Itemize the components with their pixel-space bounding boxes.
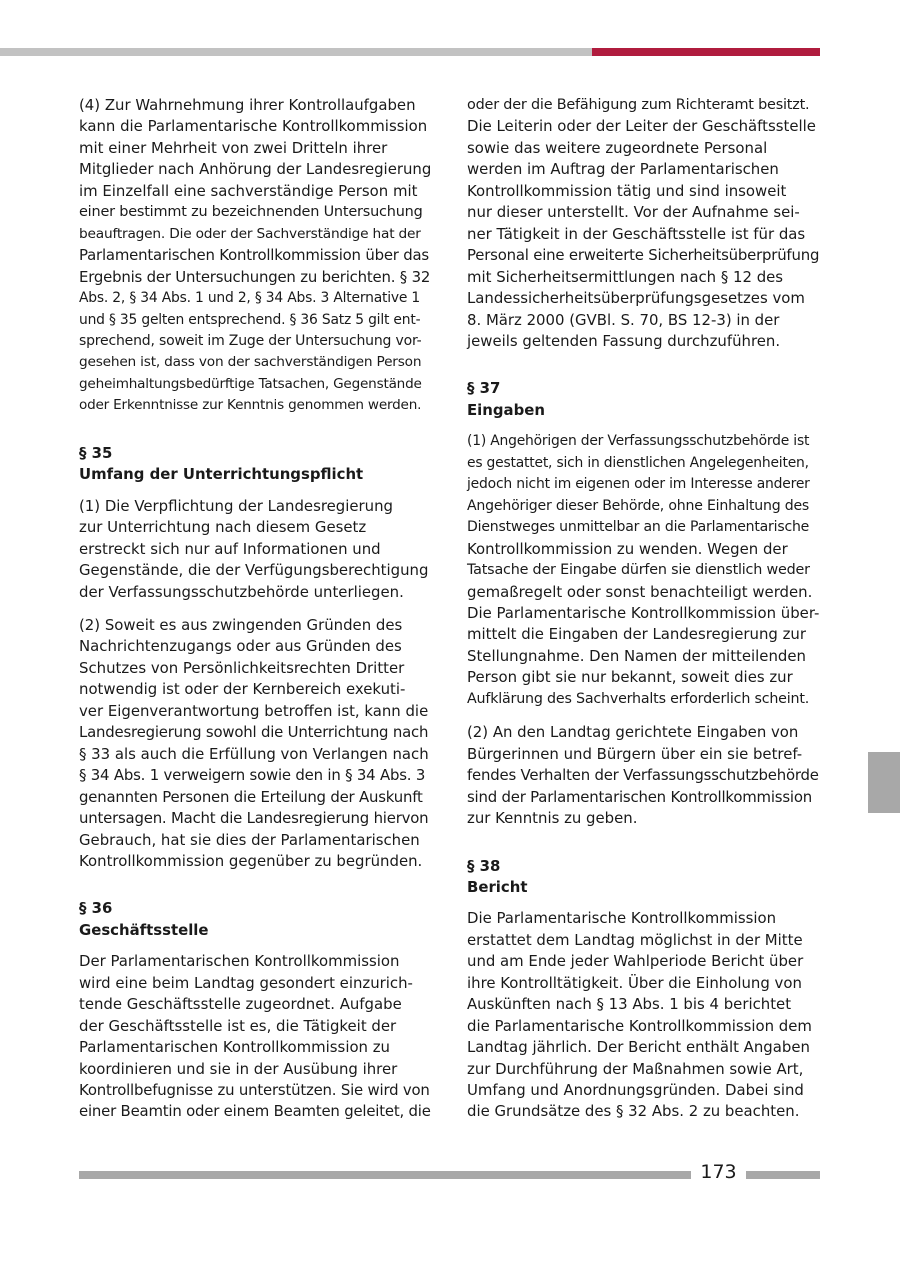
text-line: kann die Parlamentarische Kontrollkommission — [79, 117, 428, 136]
page-number: 173 — [700, 1161, 737, 1183]
section-title: Bericht — [467, 877, 528, 896]
paragraph-36-continued — [467, 95, 819, 352]
text-line: wird eine beim Landtag gesondert einzurich- — [79, 973, 413, 992]
text-line: Mitglieder nach Anhörung der Landesregierung — [79, 160, 432, 179]
section-heading-38 — [467, 856, 819, 899]
paragraph-36 — [79, 951, 431, 1123]
left-column — [79, 95, 431, 1135]
text-line: Abs. 2, § 34 Abs. 1 und 2, § 34 Abs. 3 Alternative 1 — [79, 290, 421, 307]
text-line: und am Ende jeder Wahlperiode Bericht über — [467, 952, 804, 971]
text-line: Aufklärung des Sachverhalts erforderlich scheint. — [467, 690, 810, 707]
text-line: Kontrollkommission tätig und sind insoweit — [467, 181, 787, 200]
text-line: Tatsache der Eingabe dürfen sie dienstlich weder — [467, 562, 810, 579]
text-line: Umfang und Anordnungsgründen. Dabei sind — [467, 1081, 804, 1100]
text-line: im Einzelfall eine sachverständige Person mit — [79, 181, 418, 200]
text-line: ihre Kontrolltätigkeit. Über die Einholung von — [467, 973, 802, 992]
section-heading-35 — [79, 443, 431, 486]
footer-bar-right — [746, 1171, 820, 1179]
text-line: Kontrollbefugnisse zu unterstützen. Sie wird von — [79, 1081, 430, 1100]
text-line: ver Eigenverantwortung betroffen ist, kann die — [79, 701, 429, 720]
paragraph-37-1 — [467, 431, 819, 710]
text-line: Ergebnis der Untersuchungen zu berichten. § 32 — [79, 267, 431, 286]
text-line: die Grundsätze des § 32 Abs. 2 zu beachten. — [467, 1102, 800, 1121]
text-line: ner Tätigkeit in der Geschäftsstelle ist für das — [467, 224, 806, 243]
text-line: zur Durchführung der Maßnahmen sowie Art, — [467, 1059, 804, 1078]
text-line: mittelt die Eingaben der Landesregierung zur — [467, 625, 806, 644]
text-line: einer Beamtin oder einem Beamten geleitet, die — [79, 1102, 431, 1121]
text-line: Dienstweges unmittelbar an die Parlamentarische — [467, 519, 810, 536]
text-line: zur Kenntnis zu geben. — [467, 809, 638, 828]
text-line: Parlamentarischen Kontrollkommission über das — [79, 246, 429, 265]
text-line: 8. März 2000 (GVBl. S. 70, BS 12-3) in der — [467, 310, 780, 329]
text-line: Der Parlamentarischen Kontrollkommission — [79, 952, 400, 971]
paragraph-38 — [467, 908, 819, 1123]
text-line: § 33 als auch die Erfüllung von Verlangen nach — [79, 744, 429, 763]
text-line: tende Geschäftsstelle zugeordnet. Aufgabe — [79, 995, 402, 1014]
text-line: sowie das weitere zugeordnete Personal — [467, 138, 768, 157]
text-line: Personal eine erweiterte Sicherheitsüberprüfung — [467, 246, 820, 265]
text-line: Die Leiterin oder der Leiter der Geschäftsstelle — [467, 117, 816, 136]
text-line: Person gibt sie nur bekannt, soweit dies zur — [467, 668, 793, 687]
section-title: Geschäftsstelle — [79, 920, 209, 939]
text-line: nur dieser unterstellt. Vor der Aufnahme sei- — [467, 203, 800, 222]
header-bar-accent — [592, 48, 820, 56]
section-title: Umfang der Unterrichtungspflicht — [79, 465, 364, 484]
paragraph-35-2 — [79, 615, 431, 872]
right-column — [467, 95, 819, 1135]
footer-bar-left — [79, 1171, 691, 1179]
text-line: Auskünften nach § 13 Abs. 1 bis 4 berichtet — [467, 995, 792, 1014]
text-line: Schutzes von Persönlichkeitsrechten Dritter — [79, 658, 405, 677]
text-line: werden im Auftrag der Parlamentarischen — [467, 160, 779, 179]
text-line: und § 35 gelten entsprechend. § 36 Satz 5 gilt ent- — [79, 311, 421, 328]
text-line: Nachrichtenzugangs oder aus Gründen des — [79, 637, 402, 656]
text-line: Die Parlamentarische Kontrollkommission über- — [467, 603, 820, 622]
text-line: Landesregierung sowohl die Unterrichtung nach — [79, 723, 429, 742]
text-line: beauftragen. Die oder der Sachverständige hat der — [79, 225, 421, 242]
section-heading-37 — [467, 378, 819, 421]
text-line: es gestattet, sich in dienstlichen Angelegenheiten, — [467, 454, 809, 471]
text-line: untersagen. Macht die Landesregierung hiervon — [79, 809, 429, 828]
text-line: Kontrollkommission zu wenden. Wegen der — [467, 539, 788, 558]
text-line: Bürgerinnen und Bürgern über ein sie betref- — [467, 744, 803, 763]
text-line: sprechend, soweit im Zuge der Untersuchung vor- — [79, 332, 422, 349]
text-line: einer bestimmt zu bezeichnenden Untersuchung — [79, 204, 423, 221]
text-line: Kontrollkommission gegenüber zu begründen. — [79, 851, 423, 870]
text-line: gemaßregelt oder sonst benachteiligt werden. — [467, 582, 813, 601]
paragraph-37-2 — [467, 722, 819, 829]
text-line: gesehen ist, dass von der sachverständigen Person — [79, 354, 422, 371]
text-line: Gegenstände, die der Verfügungsberechtigung — [79, 561, 429, 580]
text-line: jeweils geltenden Fassung durchzuführen. — [467, 331, 781, 350]
text-line: der Geschäftsstelle ist es, die Tätigkeit der — [79, 1016, 397, 1035]
section-heading-36 — [79, 898, 431, 941]
text-line: geheimhaltungsbedürftige Tatsachen, Gegenstände — [79, 375, 422, 392]
section-number: § 36 — [79, 899, 113, 918]
text-line: zur Unterrichtung nach diesem Gesetz — [79, 518, 367, 537]
text-line: oder Erkenntnisse zur Kenntnis genommen werden. — [79, 397, 422, 414]
text-line: die Parlamentarische Kontrollkommission dem — [467, 1016, 812, 1035]
text-line: fendes Verhalten der Verfassungsschutzbehörde — [467, 766, 819, 785]
section-number: § 37 — [467, 379, 501, 398]
text-line: (2) An den Landtag gerichtete Eingaben von — [467, 723, 799, 742]
text-line: Gebrauch, hat sie dies der Parlamentarischen — [79, 830, 420, 849]
text-line: Landessicherheitsüberprüfungsgesetzes vom — [467, 289, 805, 308]
text-line: der Verfassungsschutzbehörde unterliegen. — [79, 582, 404, 601]
section-title: Eingaben — [467, 400, 545, 419]
text-line: Stellungnahme. Den Namen der mitteilenden — [467, 646, 806, 665]
text-line: oder der die Befähigung zum Richteramt besitzt. — [467, 97, 810, 113]
text-line: erstreckt sich nur auf Informationen und — [79, 539, 381, 558]
text-line: (4) Zur Wahrnehmung ihrer Kontrollaufgaben — [79, 96, 416, 114]
text-line: Parlamentarischen Kontrollkommission zu — [79, 1038, 390, 1057]
text-line: genannten Personen die Erteilung der Auskunft — [79, 787, 423, 806]
text-line: erstattet dem Landtag möglichst in der Mitte — [467, 930, 803, 949]
section-number: § 35 — [79, 443, 113, 462]
header-bar-gray — [0, 48, 592, 56]
text-line: sind der Parlamentarischen Kontrollkommission — [467, 787, 812, 806]
text-line: § 34 Abs. 1 verweigern sowie den in § 34 Abs. 3 — [79, 766, 426, 785]
text-line: (1) Die Verpflichtung der Landesregierung — [79, 496, 393, 515]
text-line: Landtag jährlich. Der Bericht enthält Angaben — [467, 1038, 810, 1057]
paragraph-35-1 — [79, 496, 431, 603]
text-line: jedoch nicht im eigenen oder im Interesse anderer — [467, 476, 810, 493]
text-line: koordinieren und sie in der Ausübung ihrer — [79, 1059, 398, 1078]
text-line: Angehöriger dieser Behörde, ohne Einhaltung des — [467, 497, 810, 514]
paragraph-34-4 — [79, 95, 431, 417]
text-line: mit einer Mehrheit von zwei Dritteln ihrer — [79, 138, 388, 157]
text-line: notwendig ist oder der Kernbereich exekuti- — [79, 680, 406, 699]
section-number: § 38 — [467, 856, 501, 875]
text-line: mit Sicherheitsermittlungen nach § 12 des — [467, 267, 784, 286]
text-line: Die Parlamentarische Kontrollkommission — [467, 909, 777, 928]
text-line: (1) Angehörigen der Verfassungsschutzbehörde ist — [467, 433, 810, 450]
chapter-tab-marker — [868, 752, 900, 813]
text-line: (2) Soweit es aus zwingenden Gründen des — [79, 615, 403, 634]
